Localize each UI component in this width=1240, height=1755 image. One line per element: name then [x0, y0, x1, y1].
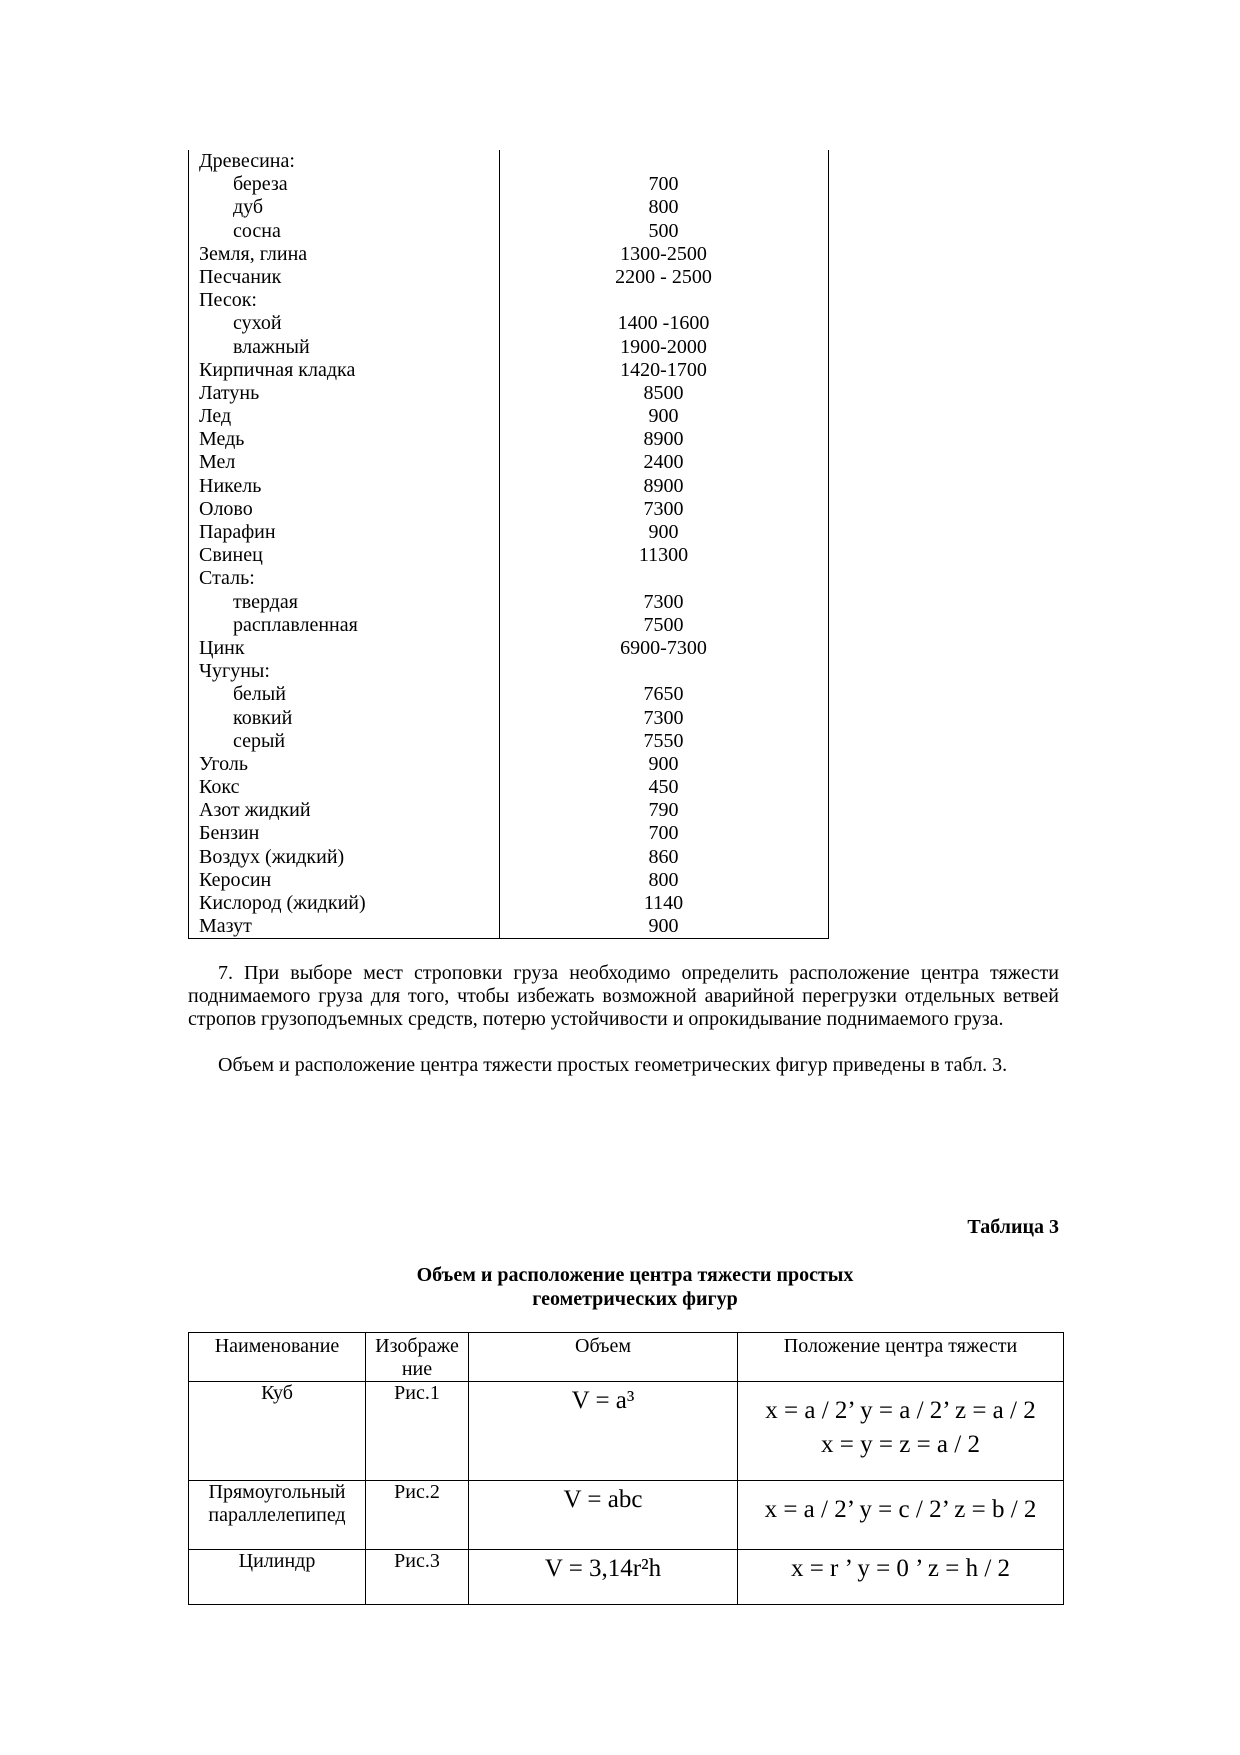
density-value: 8500	[643, 381, 684, 404]
cell-name	[189, 1481, 366, 1550]
paragraph-table-ref: Объем и расположение центра тяжести простых геометрических фигур приведены в табл. 3.	[218, 1054, 1008, 1076]
material-name: дуб	[233, 196, 264, 219]
density-value: 450	[648, 776, 679, 799]
density-row	[189, 243, 828, 266]
material-name: расплавленная	[233, 613, 358, 636]
density-row	[189, 846, 828, 869]
density-value: 900	[648, 521, 679, 543]
density-value: 2200 - 2500	[615, 265, 712, 288]
table-row	[189, 1481, 1064, 1550]
header-volume: Объем	[469, 1333, 738, 1382]
cell-name-line: Цилиндр	[238, 1550, 316, 1572]
density-value: 1300-2500	[620, 242, 707, 265]
cell-image: Рис.2	[366, 1481, 469, 1550]
density-row	[189, 776, 828, 799]
density-row	[189, 289, 828, 312]
cell-volume	[469, 1382, 738, 1481]
density-value	[499, 289, 828, 312]
density-row	[189, 521, 828, 544]
cell-name	[189, 1382, 366, 1481]
material-name: Песчаник	[199, 265, 282, 288]
material-name: Никель	[199, 474, 262, 497]
density-value: 8900	[643, 428, 684, 451]
center-formula: x = y = z = a / 2	[821, 1431, 980, 1458]
density-value: 1900-2000	[620, 335, 707, 358]
material-name: твердая	[233, 590, 298, 613]
material-name: сухой	[233, 312, 282, 335]
density-value: 7650	[643, 683, 684, 706]
material-name: Чугуны:	[199, 660, 270, 683]
density-value: 1400 -1600	[617, 312, 710, 335]
material-name: белый	[233, 683, 286, 706]
density-row	[189, 683, 828, 706]
density-row	[189, 382, 828, 405]
material-name: Уголь	[199, 752, 248, 775]
density-value: 7300	[643, 497, 684, 520]
density-row	[189, 892, 828, 915]
density-value: 7550	[643, 729, 684, 752]
density-value: 900	[648, 405, 679, 428]
table-title-line: Объем и расположение центра тяжести простых	[416, 1264, 854, 1286]
material-name: Сталь:	[199, 567, 255, 590]
paragraph-slinging: 7. При выборе мест строповки груза необходимо определить расположение центра тяжести поднимаемого груза для того, чтобы избежать возможной аварийной перегрузки отдельных ветвей стропов грузоподъемных средств, потерю устойчивости и опрокидывание поднимаемого груза.	[188, 962, 1059, 1031]
density-value: 1140	[643, 892, 684, 914]
density-row	[189, 915, 828, 938]
density-row	[189, 266, 828, 289]
density-value: 500	[648, 219, 679, 242]
density-row	[189, 428, 828, 451]
density-value: 7500	[643, 613, 684, 636]
density-value: 800	[648, 196, 679, 219]
density-value: 11300	[638, 544, 689, 567]
material-name: Кислород (жидкий)	[199, 892, 366, 914]
header-image-line: Изображе	[375, 1335, 459, 1357]
density-row	[189, 173, 828, 196]
material-name: Песок:	[199, 289, 257, 312]
density-row	[189, 869, 828, 892]
material-name: ковкий	[233, 706, 293, 729]
cell-name-line: параллелепипед	[208, 1504, 346, 1526]
density-value: 2400	[643, 451, 684, 474]
density-row	[189, 150, 828, 173]
material-name: береза	[233, 173, 288, 196]
density-value: 7300	[643, 590, 684, 613]
material-name: Свинец	[199, 544, 263, 567]
density-row	[189, 567, 828, 590]
density-row	[189, 614, 828, 637]
header-image	[366, 1333, 469, 1382]
density-value: 8900	[643, 474, 684, 497]
material-name: серый	[233, 729, 286, 752]
cell-center	[738, 1382, 1064, 1481]
cell-name	[189, 1550, 366, 1605]
density-value: 800	[648, 868, 679, 891]
density-row	[189, 799, 828, 822]
cell-name-line: Куб	[261, 1382, 293, 1404]
density-row	[189, 637, 828, 660]
center-formula: x = r ’ y = 0 ’ z = h / 2	[790, 1555, 1011, 1582]
header-name: Наименование	[189, 1333, 366, 1382]
density-value: 900	[648, 915, 679, 938]
density-row	[189, 730, 828, 753]
table-row	[189, 1550, 1064, 1605]
material-name: Латунь	[199, 381, 260, 404]
density-rows	[189, 150, 828, 938]
material-name: Парафин	[199, 521, 276, 543]
density-row	[189, 707, 828, 730]
material-name: сосна	[233, 219, 281, 242]
material-name: Мазут	[199, 915, 252, 938]
density-row	[189, 822, 828, 845]
geometry-table	[188, 1332, 1064, 1605]
cell-image: Рис.1	[366, 1382, 469, 1481]
density-value: 900	[648, 752, 679, 775]
material-name: Земля, глина	[199, 242, 308, 265]
density-row	[189, 405, 828, 428]
center-formula: x = a / 2’ y = a / 2’ z = a / 2	[765, 1397, 1036, 1424]
material-name: Бензин	[199, 822, 260, 845]
material-name: Лед	[199, 405, 232, 428]
cell-center	[738, 1550, 1064, 1605]
volume-formula: V = 3,14r²h	[544, 1555, 662, 1582]
density-value: 790	[648, 799, 679, 822]
material-name: Кокс	[199, 776, 240, 799]
cell-volume	[469, 1550, 738, 1605]
density-row	[189, 451, 828, 474]
density-column-divider	[499, 150, 500, 938]
volume-formula: V = abc	[563, 1486, 643, 1513]
material-name: Керосин	[199, 868, 272, 891]
table-label: Таблица 3	[967, 1216, 1059, 1238]
density-value: 7300	[643, 706, 684, 729]
table-title-line: геометрических фигур	[532, 1288, 738, 1310]
density-value: 700	[648, 822, 679, 845]
density-row	[189, 660, 828, 683]
material-name: Воздух (жидкий)	[199, 845, 345, 868]
density-row	[189, 220, 828, 243]
material-name: Медь	[199, 428, 245, 451]
density-value	[499, 660, 828, 683]
density-row	[189, 359, 828, 382]
density-row	[189, 196, 828, 219]
density-row	[189, 544, 828, 567]
density-row	[189, 312, 828, 335]
center-formula: x = a / 2’ y = c / 2’ z = b / 2	[764, 1496, 1037, 1523]
material-name: Древесина:	[199, 150, 295, 172]
density-value	[499, 150, 828, 173]
density-value	[499, 567, 828, 590]
cell-volume	[469, 1481, 738, 1550]
density-row	[189, 753, 828, 776]
density-row	[189, 336, 828, 359]
density-row	[189, 475, 828, 498]
header-center: Положение центра тяжести	[738, 1333, 1064, 1382]
material-name: Мел	[199, 451, 236, 474]
material-name: влажный	[233, 335, 310, 358]
cell-image: Рис.3	[366, 1550, 469, 1605]
cell-name-line: Прямоугольный	[208, 1481, 346, 1503]
density-row	[189, 591, 828, 614]
density-row	[189, 498, 828, 521]
density-value: 860	[648, 845, 679, 868]
density-value: 6900-7300	[620, 636, 707, 659]
table-row	[189, 1382, 1064, 1481]
density-value: 1420-1700	[620, 358, 707, 381]
material-name: Азот жидкий	[199, 799, 311, 822]
material-name: Олово	[199, 497, 253, 520]
table-header-row	[189, 1333, 1064, 1382]
density-value: 700	[648, 173, 679, 196]
volume-formula: V = a³	[571, 1387, 635, 1414]
cell-center	[738, 1481, 1064, 1550]
material-name: Кирпичная кладка	[199, 358, 356, 381]
header-image-line: ние	[401, 1358, 433, 1380]
table-title	[340, 1263, 930, 1311]
material-name: Цинк	[199, 636, 245, 659]
density-table	[188, 150, 829, 939]
